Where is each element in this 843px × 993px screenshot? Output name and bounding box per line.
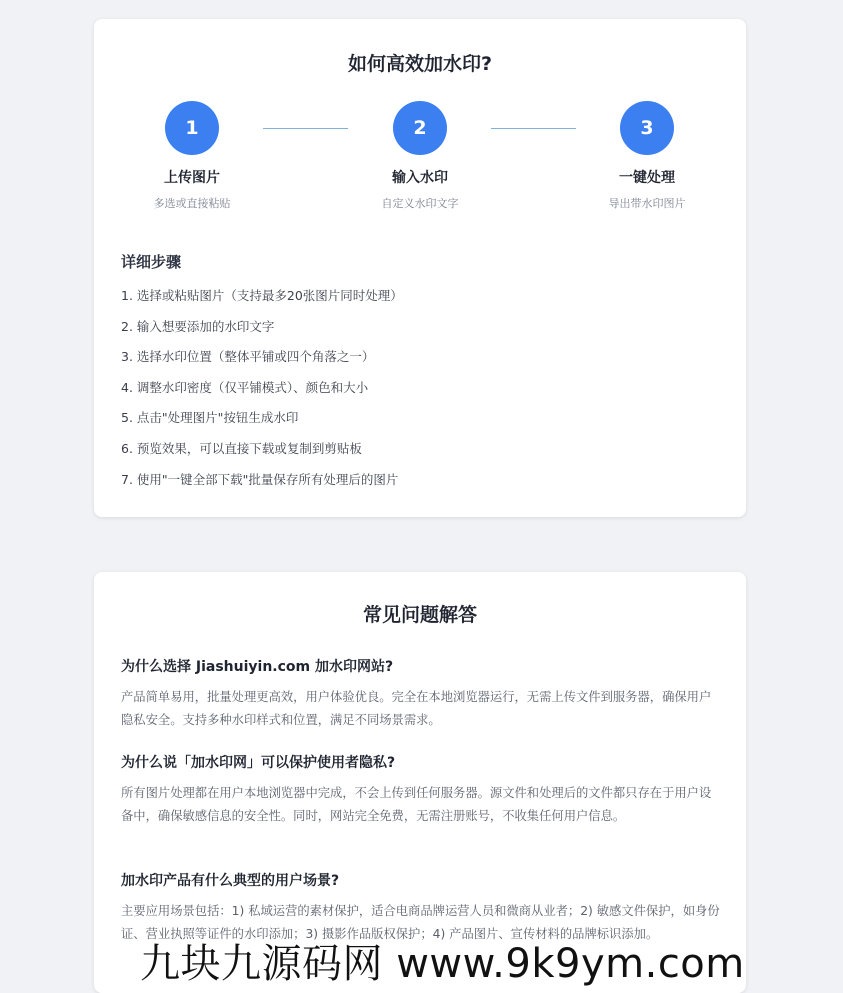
site-watermark: 九块九源码网 www.9k9ym.com [140,941,745,987]
howto-title: 如何高效加水印? [347,53,493,75]
step-connector [491,128,576,129]
step-label: 输入水印 [392,170,448,186]
steps-row [94,101,746,231]
list-item: 5. 点击"处理图片"按钮生成水印 [121,410,299,426]
faq-item [121,752,721,828]
list-item: 4. 调整水印密度（仅平铺模式）、颜色和大小 [121,379,369,395]
list-item: 2. 输入想要添加的水印文字 [121,318,275,334]
faq-answer: 主要应用场景包括：1) 私域运营的素材保护，适合电商品牌运营人员和微商从业者；2) 敏感文件保护，如身份证、营业执照等证件的水印添加；3) 摄影作品版权保护；4) 产品图片、宣传材料的品牌标识添加。 [121,904,720,941]
step-connector [263,128,348,129]
list-item: 6. 预览效果，可以直接下载或复制到剪贴板 [121,440,362,456]
step-description: 导出带水印图片 [608,197,686,210]
step-number-badge: 2 [393,101,447,155]
faq-answer: 所有图片处理都在用户本地浏览器中完成，不会上传到任何服务器。源文件和处理后的文件都只存在于用户设备中，确保敏感信息的安全性。同时，网站完全免费，无需注册账号，不收集任何用户信息。 [121,786,712,823]
faq-title: 常见问题解答 [362,604,477,626]
faq-question: 为什么说「加水印网」可以保护使用者隐私? [121,755,396,771]
step-description: 自定义水印文字 [381,197,459,210]
step-label: 上传图片 [164,170,220,186]
list-item: 3. 选择水印位置（整体平铺或四个角落之一） [121,349,375,365]
list-item: 7. 使用"一键全部下载"批量保存所有处理后的图片 [121,471,399,487]
step-label: 一键处理 [619,170,675,186]
faq-answer: 产品简单易用，批量处理更高效，用户体验优良。完全在本地浏览器运行，无需上传文件到服务器，确保用户隐私安全。支持多种水印样式和位置，满足不同场景需求。 [121,690,712,727]
step-number-badge: 3 [620,101,674,155]
detail-steps-heading: 详细步骤 [121,253,182,271]
detail-steps-list [121,287,403,501]
howto-card [94,19,746,517]
faq-item [121,656,721,732]
step-description: 多选或直接粘贴 [153,197,231,210]
faq-card [94,572,746,993]
step-input [340,101,500,211]
faq-question: 加水印产品有什么典型的用户场景? [121,873,340,889]
step-upload [112,101,272,211]
step-process [567,101,727,211]
step-number-badge: 1 [165,101,219,155]
list-item: 1. 选择或粘贴图片（支持最多20张图片同时处理） [121,288,403,303]
faq-question: 为什么选择 Jiashuiyin.com 加水印网站? [121,659,394,675]
